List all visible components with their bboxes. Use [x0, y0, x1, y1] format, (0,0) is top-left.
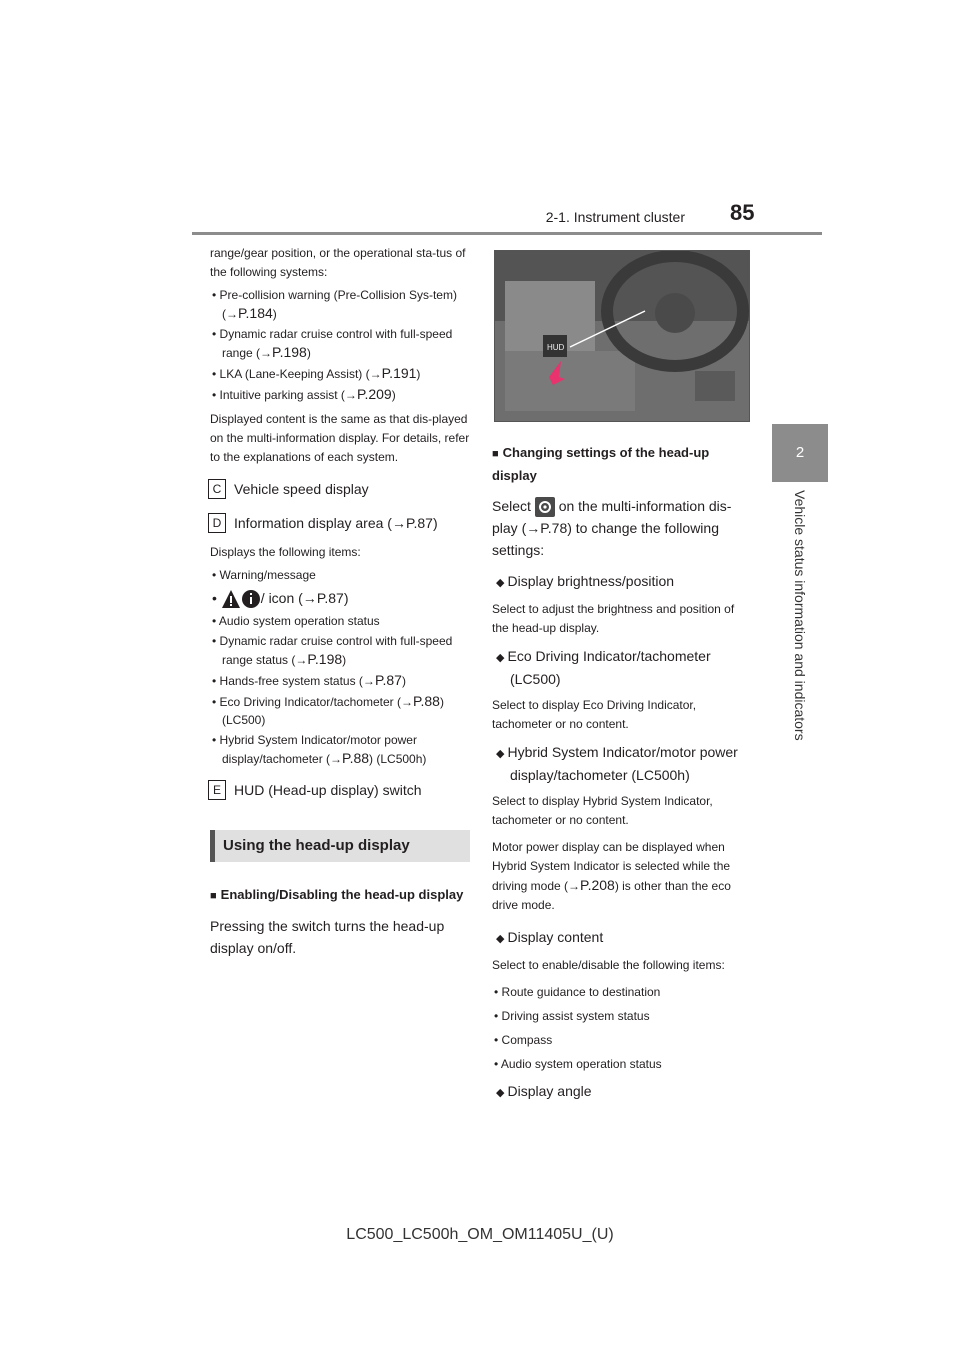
settings-intro: Select on the multi-information dis-play (→P.78) to change the following settings:	[492, 498, 732, 559]
list-item: • Intuitive parking assist (→P.209)	[210, 385, 470, 404]
page-link[interactable]: P.88	[342, 750, 370, 766]
page-link[interactable]: P.209	[356, 386, 392, 402]
callout-e-text: HUD (Head-up display) switch	[234, 782, 422, 798]
page-link[interactable]: P.198	[272, 344, 307, 360]
list-item: • Warning/message	[210, 566, 470, 584]
setting-brightness-desc: Select to adjust the brightness and position of the head-up display.	[492, 602, 735, 636]
section-title: 2-1. Instrument cluster	[545, 209, 685, 225]
setting-brightness: ◆ Display brightness/position	[492, 571, 754, 594]
document-code: LC500_LC500h_OM_OM11405U_(U)	[346, 1226, 614, 1243]
chapter-tab[interactable]: 2	[772, 424, 828, 482]
list-item: • Driving assist system status	[492, 1005, 754, 1027]
info-circle-icon	[241, 589, 261, 609]
callout-e	[210, 780, 470, 800]
enable-heading: ■ Enabling/Disabling the head-up display	[210, 884, 470, 907]
page-number: 85	[730, 200, 755, 225]
list-item: • Dynamic radar cruise control with full-speed range status (→P.198)	[210, 632, 470, 669]
warning-triangle-icon	[221, 589, 241, 609]
list-item: • Compass	[492, 1029, 754, 1051]
page-link[interactable]: P.198	[307, 651, 343, 667]
page-link[interactable]: P.87	[316, 590, 344, 606]
intro-paragraph-2: Displayed content is the same as that dis-played on the multi-information display. For details, refer to the explanations of each system.	[210, 412, 470, 464]
callout-d-text: Information display area (→P.87)	[234, 515, 438, 531]
setting-hybrid-desc: Select to display Hybrid System Indicator, tachometer or no content.	[492, 794, 713, 828]
systems-list	[210, 286, 470, 404]
page-link[interactable]: P.191	[381, 365, 417, 381]
setting-eco: ◆ Eco Driving Indicator/tachometer (LC500)	[492, 646, 754, 690]
section-heading: Using the head-up display	[210, 830, 470, 862]
setting-content: ◆ Display content	[492, 927, 754, 950]
setting-angle: ◆ Display angle	[492, 1081, 754, 1104]
chapter-tab-title: Vehicle status information and indicators	[792, 490, 808, 741]
list-item: • Route guidance to destination	[492, 981, 754, 1003]
page-link[interactable]: P.88	[412, 693, 440, 709]
callout-d	[210, 513, 470, 533]
gear-icon	[535, 497, 555, 517]
callout-c-text: Vehicle speed display	[234, 481, 369, 497]
page-link[interactable]: P.208	[580, 877, 615, 894]
content-items-list	[492, 981, 754, 1075]
right-column	[492, 428, 754, 1110]
callout-letter-c: C	[208, 479, 226, 499]
left-column	[210, 244, 470, 969]
list-item: • Audio system operation status	[492, 1053, 754, 1075]
list-item: • / icon (→P.87)	[210, 586, 470, 610]
list-item: • Hybrid System Indicator/motor power display/tachometer (→P.88) (LC500h)	[210, 731, 470, 768]
callout-c	[210, 479, 470, 499]
svg-text:HUD: HUD	[547, 343, 565, 352]
setting-hybrid: ◆ Hybrid System Indicator/motor power display/tachometer (LC500h)	[492, 742, 754, 786]
setting-content-desc: Select to enable/disable the following items:	[492, 958, 725, 973]
hud-switch-photo	[494, 250, 750, 422]
list-item: • Hands-free system status (→P.87)	[210, 671, 470, 690]
d-items-list	[210, 566, 470, 768]
list-item: • Dynamic radar cruise control with full-speed range (→P.198)	[210, 325, 470, 362]
list-item: • Audio system operation status	[210, 612, 470, 630]
header-rule	[192, 232, 822, 235]
list-item: • LKA (Lane-Keeping Assist) (→P.191)	[210, 364, 470, 383]
motor-note: Motor power display can be displayed when Hybrid System Indicator is selected while the driving mode (→P.208) is other than the eco drive mode.	[492, 840, 731, 913]
list-item: • Eco Driving Indicator/tachometer (→P.88) (LC500)	[210, 692, 470, 729]
d-intro: Displays the following items:	[210, 545, 361, 559]
setting-eco-desc: Select to display Eco Driving Indicator, tachometer or no content.	[492, 698, 697, 732]
enable-body: Pressing the switch turns the head-up display on/off.	[210, 918, 445, 956]
list-item: • Pre-collision warning (Pre-Collision Sys-tem) (→P.184)	[210, 286, 470, 323]
callout-letter-d: D	[208, 513, 226, 533]
page-link[interactable]: P.87	[374, 672, 402, 688]
callout-letter-e: E	[208, 780, 226, 800]
page-link[interactable]: P.184	[238, 305, 273, 321]
settings-heading: ■ Changing settings of the head-up display	[492, 442, 754, 487]
intro-paragraph: range/gear position, or the operational sta-tus of the following systems:	[210, 246, 466, 279]
